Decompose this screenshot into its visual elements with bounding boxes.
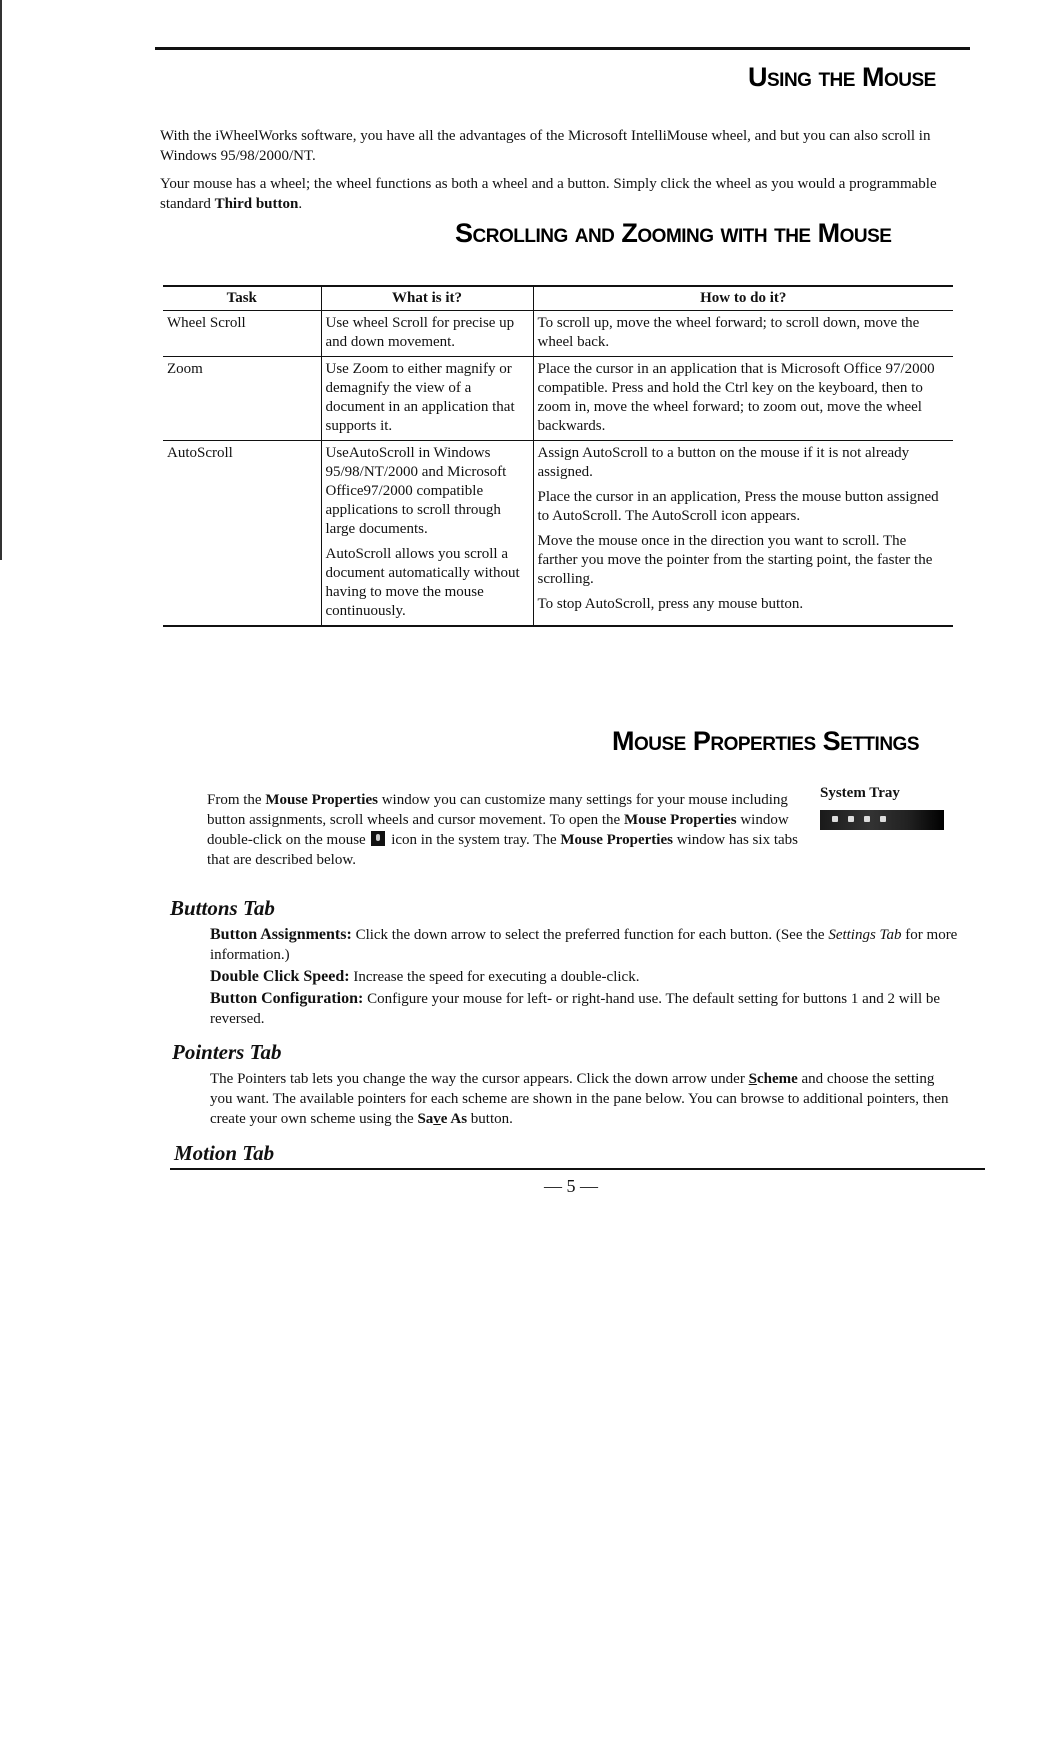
button-assignments-item	[210, 925, 960, 965]
pointers-tab-heading: Pointers Tab	[172, 1040, 282, 1064]
button-assignments-text: Click the down arrow to select the preferred function for each button. (See the	[351, 927, 829, 943]
scheme-term: cheme	[756, 1071, 798, 1087]
heading-using-the-mouse: Using the Mouse	[748, 62, 936, 92]
what-cell	[321, 357, 533, 441]
task-cell: Zoom	[163, 357, 321, 441]
save-as-term: Sa	[417, 1111, 434, 1127]
what-cell	[321, 311, 533, 357]
what-text: AutoScroll allows you scroll a document automatically without having to move the mouse continuously.	[325, 546, 520, 619]
intro-paragraph-1: With the iWheelWorks software, you have all the advantages of the Microsoft IntelliMouse wheel, and but you can also scroll in Windows 95/98/2000/NT.	[160, 128, 931, 164]
tray-icon	[832, 816, 838, 822]
pointers-tab-text	[210, 1069, 960, 1129]
page-number: — 5 —	[544, 1176, 598, 1196]
top-rule	[155, 47, 970, 50]
what-cell	[321, 441, 533, 627]
double-click-text: Increase the speed for executing a double-click.	[349, 969, 640, 985]
how-text: To stop AutoScroll, press any mouse button.	[537, 596, 804, 612]
double-click-item	[210, 967, 960, 987]
how-text: Place the cursor in an application that is Microsoft Office 97/2000 compatible. Press and hold the Ctrl key on the keyboard, then to zoom in, move the wheel forward; to zoom out, move the wheel backwards.	[537, 361, 935, 434]
button-configuration-label: Button Configuration:	[210, 990, 364, 1007]
task-cell: Wheel Scroll	[163, 311, 321, 357]
properties-intro	[207, 790, 807, 870]
system-tray-label: System Tray	[820, 785, 900, 801]
tray-icon	[864, 816, 870, 822]
header-task: Task	[163, 286, 321, 311]
properties-text: icon in the system tray. The	[387, 832, 561, 848]
heading-mouse-properties: Mouse Properties Settings	[612, 726, 919, 756]
mouse-properties-term: Mouse Properties	[623, 812, 737, 828]
scroll-zoom-table	[163, 285, 953, 627]
button-assignments-text: for more information.)	[210, 927, 958, 963]
properties-text: window double-click on the mouse	[207, 812, 789, 848]
properties-text: From the	[207, 792, 266, 808]
intro-text	[160, 126, 950, 222]
motion-tab-heading: Motion Tab	[174, 1141, 275, 1165]
table-row	[163, 441, 953, 627]
header-how: How to do it?	[533, 286, 953, 311]
intro-2-text: Your mouse has a wheel; the wheel functions as both a wheel and a button. Simply click the wheel as you would a programmable standard	[160, 176, 937, 212]
heading-scrolling-zooming: Scrolling and Zooming with the Mouse	[455, 218, 892, 248]
save-as-term: e As	[440, 1111, 468, 1127]
how-cell	[533, 357, 953, 441]
double-click-label: Double Click Speed:	[210, 968, 350, 985]
task-cell: AutoScroll	[167, 445, 233, 461]
how-text: Move the mouse once in the direction you want to scroll. The farther you move the pointer from the starting point, the faster the scrolling.	[537, 533, 933, 587]
pointers-text: and choose the setting you want. The available pointers for each scheme are shown in the pane below. You can browse to additional pointers, then create your own scheme using the	[210, 1071, 949, 1127]
scheme-hotkey: S	[748, 1071, 757, 1087]
how-cell	[533, 441, 953, 627]
table-header-row	[163, 286, 953, 311]
mouse-properties-term: Mouse Properties	[560, 832, 673, 848]
what-text: Use wheel Scroll for precise up and down movement.	[325, 315, 515, 350]
what-text: UseAutoScroll in Windows 95/98/NT/2000 and Microsoft Office97/2000 compatible applications to scroll through large documents.	[325, 445, 507, 537]
tray-icon	[880, 816, 886, 822]
intro-paragraph-2	[160, 174, 950, 214]
scan-edge-line	[0, 0, 2, 560]
system-tray-image	[820, 810, 944, 830]
pointers-text: button.	[467, 1111, 513, 1127]
bottom-rule	[170, 1168, 985, 1170]
how-text: Place the cursor in an application, Press the mouse button assigned to AutoScroll. The AutoScroll icon appears.	[537, 489, 939, 524]
how-text: To scroll up, move the wheel forward; to scroll down, move the wheel back.	[537, 315, 920, 350]
table-row	[163, 311, 953, 357]
tray-icon	[848, 816, 854, 822]
third-button-term: Third button	[214, 196, 299, 212]
how-cell	[533, 311, 953, 357]
buttons-tab-heading: Buttons Tab	[170, 896, 275, 920]
properties-text: window you can customize many settings for your mouse including button assignments, scroll wheels and cursor movement. To open the	[207, 792, 788, 828]
button-configuration-item	[210, 989, 960, 1029]
mouse-properties-term: Mouse Properties	[265, 792, 378, 808]
properties-text: window has six tabs that are described below.	[207, 832, 798, 868]
save-as-hotkey: v	[433, 1111, 441, 1127]
intro-2-end: .	[298, 196, 303, 212]
buttons-tab-text	[210, 925, 960, 1031]
table-row	[163, 357, 953, 441]
header-what: What is it?	[321, 286, 533, 311]
how-text: Assign AutoScroll to a button on the mouse if it is not already assigned.	[537, 445, 910, 480]
settings-tab-ref: Settings Tab	[828, 927, 902, 943]
button-assignments-label: Button Assignments:	[210, 926, 352, 943]
what-text: Use Zoom to either magnify or demagnify the view of a document in an application that supports it.	[325, 361, 515, 434]
mouse-tray-icon	[371, 831, 385, 846]
button-configuration-text: Configure your mouse for left- or right-hand use. The default setting for buttons 1 and 2 will be reversed.	[210, 991, 941, 1027]
pointers-text: The Pointers tab lets you change the way the cursor appears. Click the down arrow under	[210, 1071, 749, 1087]
